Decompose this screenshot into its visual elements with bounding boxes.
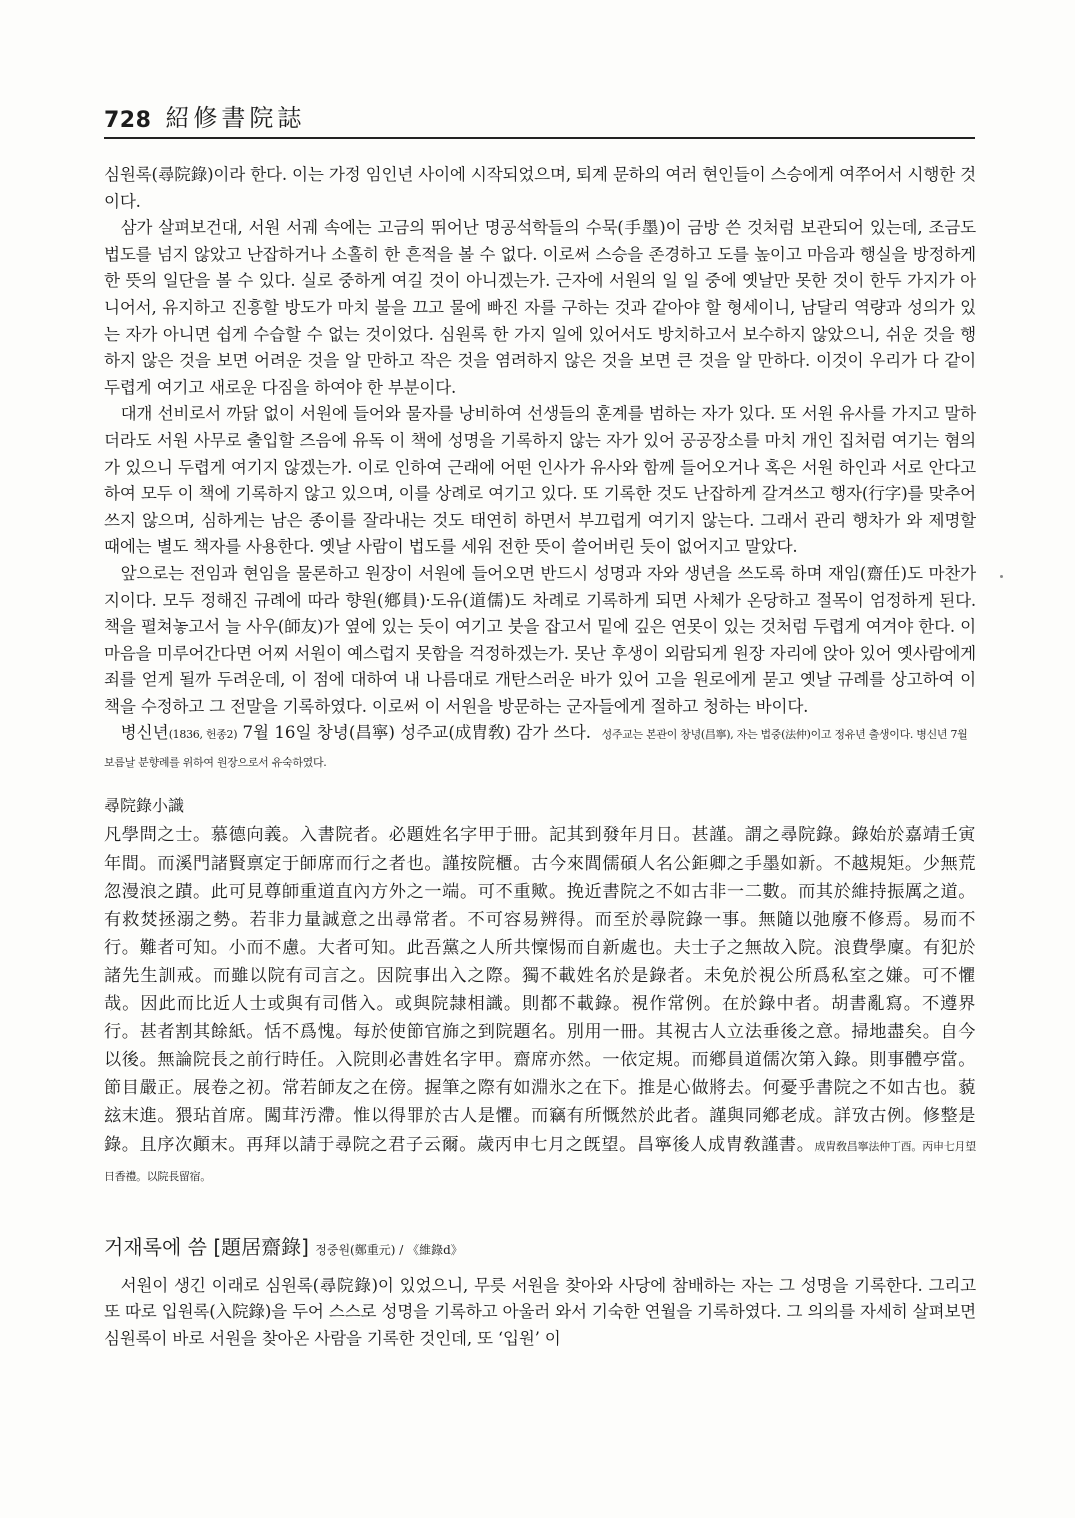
- hanmun-body: 凡學問之士。慕德向義。入書院者。必題姓名字甲于冊。記其到發年月日。甚謹。謂之尋院錄。錄始於嘉靖壬寅年間。而溪門諸賢禀定于師席而行之者也。謹按院櫃。古今來閭儒碩人名公鉅卿之手墨如新。不越規矩。少無荒忽漫浪之蹟。此可見尊師重道直內方外之一端。可不重歟。挽近書院之不如古非一二數。而其於維持振厲之道。有救焚拯溺之勢。若非力量誠意之出尋常者。不可容易辨得。而至於尋院錄一事。無隨以弛廢不修焉。易而不行。難者可知。小而不慮。大者可知。此吾黨之人所共懍惕而自新處也。夫士子之無故入院。浪費學廩。有犯於諸先生訓戒。而雖以院有司言之。因院事出入之際。獨不載姓名於是錄者。未免於視公所爲私室之嫌。可不懼哉。因此而比近人士或與有司偕入。或與院隷相識。則都不載錄。視作常例。在於錄中者。胡書亂寫。不遵界行。甚者割其餘紙。恬不爲愧。每於使節官旆之到院題名。別用一冊。其視古人立法垂後之意。掃地盡矣。自今以後。無論院長之前行時任。入院則必書姓名字甲。齋席亦然。一依定規。而鄕員道儒次第入錄。則事體亭當。節目嚴正。展卷之初。常若師友之在傍。握筆之際有如淵氷之在下。推是心做將去。何憂乎書院之不如古也。藐玆末進。猥玷首席。闖茸汚滯。惟以得罪於古人是懼。而竊有所慨然於此者。謹與同鄕老成。詳攷古例。修整是錄。且序次顚末。再拜以請于尋院之君子云爾。歲丙申七月之旣望。昌寧後人成胄敎謹書。: [104, 825, 976, 1155]
- paragraph: 심원록(尋院錄)이라 한다. 이는 가정 임인년 사이에 시작되었으며, 퇴계 문하의 여러 현인들이 스승에게 여쭈어서 시행한 것이다.: [104, 165, 976, 211]
- date-author: 7월 16일 창녕(昌寧) 성주교(成胄敎) 감가 쓰다.: [237, 723, 592, 743]
- section-title: 거재록에 씀 [題居齋錄]: [104, 1234, 309, 1259]
- hanmun-title: 尋院錄小識: [104, 796, 185, 816]
- hanmun-text: [104, 821, 976, 1190]
- section-heading: [104, 1232, 976, 1265]
- paragraph: 앞으로는 전임과 현임을 물론하고 원장이 서원에 들어오면 반드시 성명과 자와 생년을 쓰도록 하며 재임(齋任)도 마찬가지이다. 모두 정해진 규례에 따라 향원(鄕員)·도유(道儒)도 차례로 기록하게 되면 사체가 온당하고 절목이 엄정하게 된다. 책을 펼쳐놓고서 늘 사우(師友)가 옆에 있는 듯이 여기고 붓을 잡고서 밑에 깊은 연못이 있는 것처럼 두렵게 여겨야 한다. 이 마음을 미루어간다면 어찌 서원이 예스럽지 못함을 걱정하겠는가. 못난 후생이 외람되게 원장 자리에 앉아 있어 옛사람에게 죄를 얻게 될까 두려운데, 이 점에 대하여 내 나름대로 개탄스러운 바가 있어 고을 원로에게 묻고 옛날 규례를 상고하여 이 책을 수정하고 그 전말을 기록하였다. 이로써 이 서원을 방문하는 군자들에게 절하고 청하는 바이다.: [104, 563, 976, 716]
- page-header: [104, 103, 975, 139]
- paragraph: 삼가 살펴보건대, 서원 서궤 속에는 고금의 뛰어난 명공석학들의 수묵(手墨)이 금방 쓴 것처럼 보관되어 있는데, 조금도 법도를 넘지 않았고 난잡하거나 소홀히 한 흔적을 볼 수 없다. 이로써 스승을 존경하고 도를 높이고 마음과 행실을 방정하게 한 뜻의 일단을 볼 수 있다. 실로 중하게 여길 것이 아니겠는가. 근자에 서원의 일 일 중에 옛날만 못한 것이 한두 가지가 아니어서, 유지하고 진흥할 방도가 마치 불을 끄고 물에 빠진 자를 구하는 것과 같아야 할 형세이니, 남달리 역량과 성의가 있는 자가 아니면 쉽게 수습할 수 없는 것이었다. 심원록 한 가지 일에 있어서도 방치하고서 보수하지 않았으니, 쉬운 것을 행하지 않은 것을 보면 어려운 것을 알 만하고 작은 것을 염려하지 않은 것을 보면 큰 것을 알 만하다. 이것이 우리가 다 같이 두렵게 여기고 새로운 다짐을 하여야 한 부분이다.: [104, 218, 976, 397]
- date-year: 병신년: [120, 723, 169, 743]
- section-source: 정중원(鄭重元) / 《維錄d》: [315, 1242, 463, 1257]
- date-line: [104, 720, 976, 776]
- page-number: 728: [104, 108, 152, 133]
- date-year-note: (1836, 헌종2): [168, 728, 238, 742]
- author-note: 성주교는 본관이 창녕(昌寧), 자는 법중(法仲)이고 정유년 출생이다. 병신년 7월 보름날 분향례를 위하여 원장으로서 유숙하였다.: [104, 728, 968, 770]
- paragraph: 대개 선비로서 까닭 없이 서원에 들어와 물자를 낭비하여 선생들의 훈계를 범하는 자가 있다. 또 서원 유사를 가지고 말하더라도 서원 사무로 출입할 즈음에 유독 이 책에 성명을 기록하지 않는 자가 있어 공공장소를 마치 개인 집처럼 여기는 혐의가 있으니 두렵게 여기지 않겠는가. 이로 인하여 근래에 어떤 인사가 유사와 함께 들어오거나 혹은 서원 하인과 서로 안다고 하여 모두 이 책에 기록하지 않고 있으며, 이를 상례로 여기고 있다. 또 기록한 것도 난잡하게 갈겨쓰고 행자(行字)를 맞추어 쓰지 않으며, 심하게는 남은 종이를 잘라내는 것도 태연히 하면서 부끄럽게 여기지 않는다. 그래서 관리 행차가 와 제명할 때에는 별도 책자를 사용한다. 옛날 사람이 법도를 세워 전한 뜻이 쓸어버린 듯이 없어지고 말았다.: [104, 404, 976, 557]
- scan-mark: [1000, 575, 1003, 578]
- paragraph: 서원이 생긴 이래로 심원록(尋院錄)이 있었으니, 무릇 서원을 찾아와 사당에 참배하는 자는 그 성명을 기록한다. 그리고 또 따로 입원록(入院錄)을 두어 스스로 성명을 기록하고 아울러 와서 기숙한 연월을 기록하였다. 그 의의를 자세히 살펴보면 심원록이 바로 서원을 찾아온 사람을 기록한 것인데, 또 ‘입원’ 이: [104, 1275, 976, 1348]
- hanmun-note: 成胄敎昌寧法仲丁酉。丙申七月望日香禮。以院長留宿。: [104, 1139, 977, 1183]
- page-body: [104, 162, 976, 1352]
- running-title: 紹修書院誌: [165, 104, 306, 132]
